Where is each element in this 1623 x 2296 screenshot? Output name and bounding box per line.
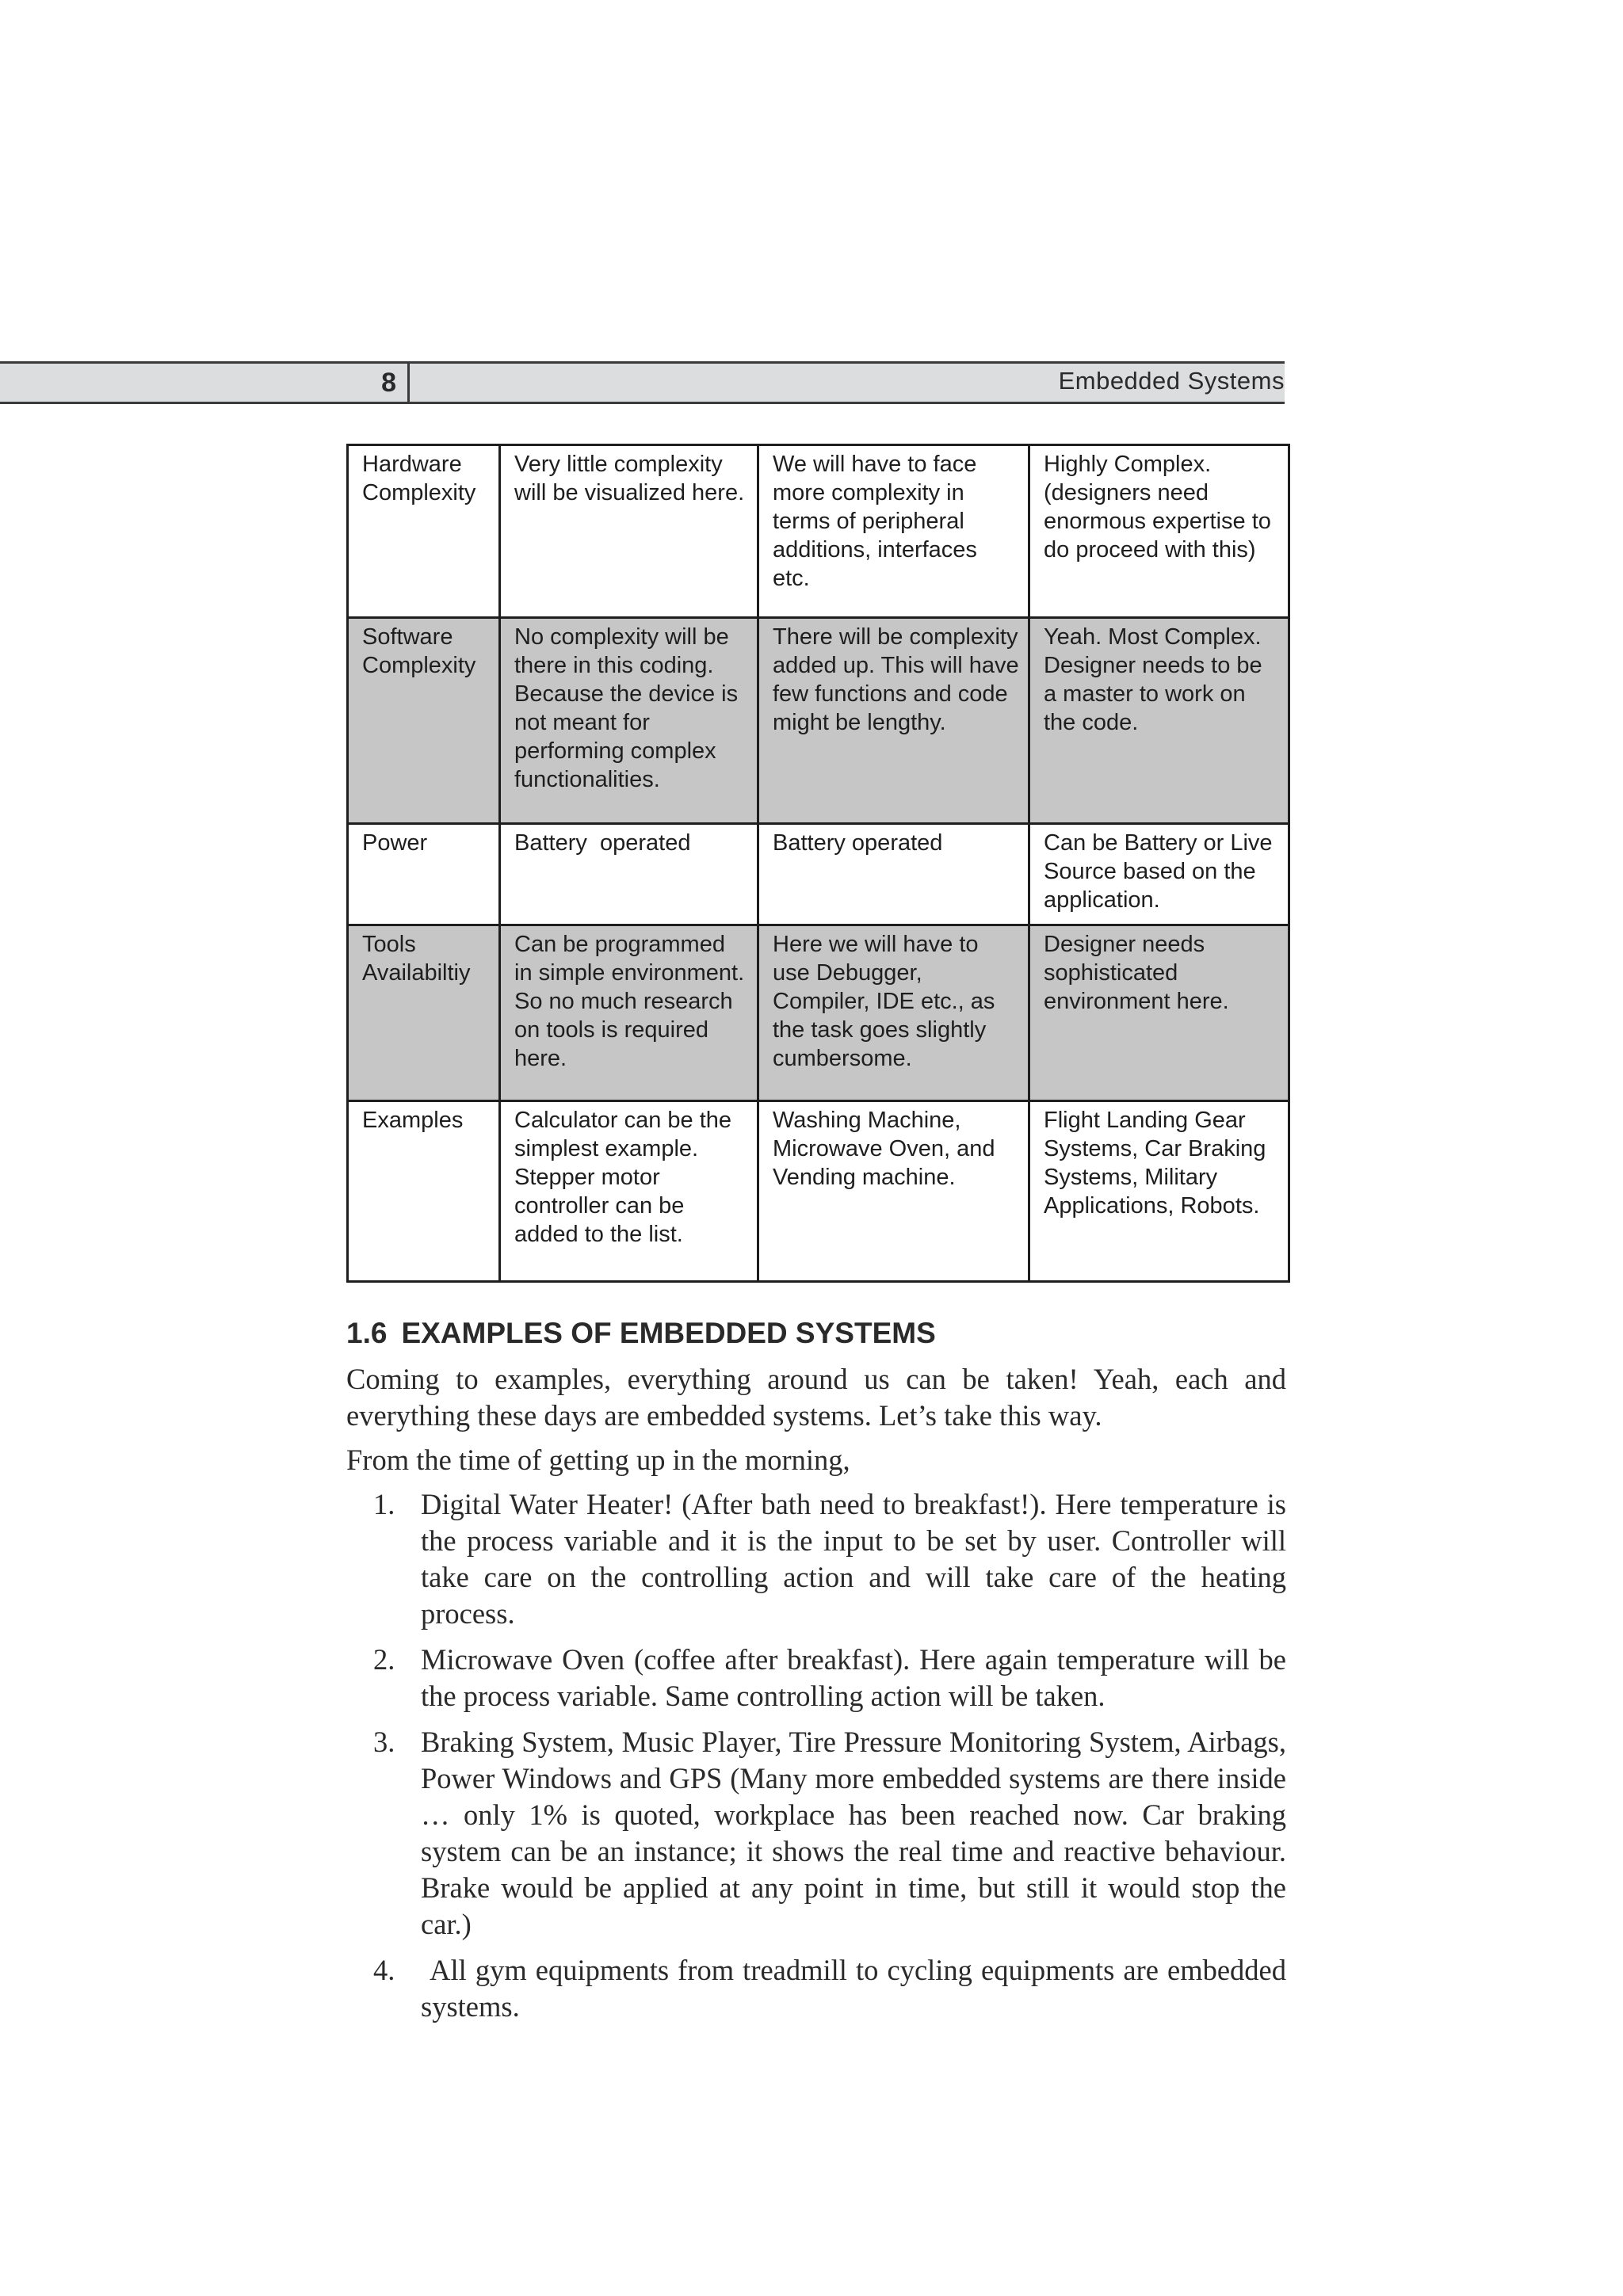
cell-text: No complexity will be there in this coding. Because the device is not meant for performing complex functionalities. [514,624,739,792]
cell-text: Can be programmed in simple environment. So no much research on tools is required here. [514,932,745,1071]
sophisticated-cell [1029,824,1289,925]
row-label: Tools Availabiltiy [362,932,471,986]
medium-cell [758,824,1029,925]
running-title: Embedded Systems [1058,367,1285,395]
sophisticated-cell [1029,445,1289,618]
intro-paragraph: Coming to examples, everything around us can be taken! Yeah, each and everything these days are embedded systems. Let’s take this way. [346,1363,1286,1432]
cell-text: Can be Battery or Live Source based on the application. [1044,830,1273,913]
list-text: Digital Water Heater! (After bath need to breakfast!). Here temperature is the process variable and it is the input to be set by user. Controller will take care on the controlling action and will take care of the heating process. [421,1488,1286,1630]
medium-cell [758,925,1029,1101]
list-number: 4. [373,1954,395,1986]
list-number: 1. [373,1488,395,1520]
medium-cell [758,618,1029,824]
lead-paragraph: From the time of getting up in the morning, [346,1444,850,1476]
list-item [346,1724,1286,1943]
list-number: 3. [373,1726,395,1758]
cell-text: Battery operated [773,830,943,856]
list-text: Braking System, Music Player, Tire Pressure Monitoring System, Airbags, Power Windows and GPS (Many more embedded systems are there inside … only 1% is quoted, workplace has been reached now. Car braking system can be an instance; it shows the real time and reactive behaviour. Brake would be applied at any point in time, but still it would stop the car.) [421,1726,1286,1940]
table-row-power [348,824,1289,925]
table-row-hardware-complexity [348,445,1289,618]
list-text: Microwave Oven (coffee after breakfast). Here again temperature will be the process variable. Same controlling action will be taken. [421,1643,1286,1712]
section-number: 1.6 [346,1317,388,1349]
cell-text: Highly Complex. (designers need enormous expertise to do proceed with this) [1044,452,1271,563]
list-item [346,1486,1286,1632]
sophisticated-cell [1029,925,1289,1101]
row-label-cell [348,1101,500,1282]
row-label-cell [348,618,500,824]
cell-text: Very little complexity will be visualized here. [514,452,745,505]
page-number: 8 [381,368,396,398]
running-header [0,361,1285,404]
cell-text: There will be complexity added up. This will have few functions and code might be lengthy. [773,624,1019,735]
medium-cell [758,445,1029,618]
cell-text: Calculator can be the simplest example. Stepper motor controller can be added to the list. [514,1108,739,1247]
sophisticated-cell [1029,1101,1289,1282]
small-cell [500,925,758,1101]
sophisticated-cell [1029,618,1289,824]
cell-text: We will have to face more complexity in terms of peripheral additions, interfaces etc. [773,452,977,591]
section-title: EXAMPLES OF EMBEDDED SYSTEMS [401,1317,936,1349]
cell-text: Yeah. Most Complex. Designer needs to be a master to work on the code. [1044,624,1262,735]
cell-text: Washing Machine, Microwave Oven, and Vending machine. [773,1108,995,1190]
list-number: 2. [373,1643,395,1676]
cell-text: Flight Landing Gear Systems, Car Braking Systems, Military Applications, Robots. [1044,1108,1266,1219]
list-text: All gym equipments from treadmill to cycling equipments are embedded systems. [421,1954,1294,2023]
small-cell [500,618,758,824]
comparison-table [346,444,1290,1283]
table-row-examples [348,1101,1289,1282]
table-row-software-complexity [348,618,1289,824]
small-cell [500,445,758,618]
small-cell [500,1101,758,1282]
row-label-cell [348,445,500,618]
table-row-tools-availability [348,925,1289,1101]
cell-text: Here we will have to use Debugger, Compiler, IDE etc., as the task goes slightly cumbersome. [773,932,995,1071]
small-cell [500,824,758,925]
row-label: Examples [362,1108,464,1133]
row-label-cell [348,824,500,925]
section-heading [346,1317,936,1350]
cell-text: Designer needs sophisticated environment here. [1044,932,1229,1014]
examples-list [346,1486,1294,2035]
list-item [346,1952,1294,2025]
row-label: Hardware Complexity [362,452,476,505]
row-label: Power [362,830,428,856]
cell-text: Battery operated [514,830,691,856]
medium-cell [758,1101,1029,1282]
header-divider [407,364,410,402]
list-item [346,1642,1286,1714]
row-label-cell [348,925,500,1101]
row-label: Software Complexity [362,624,476,678]
